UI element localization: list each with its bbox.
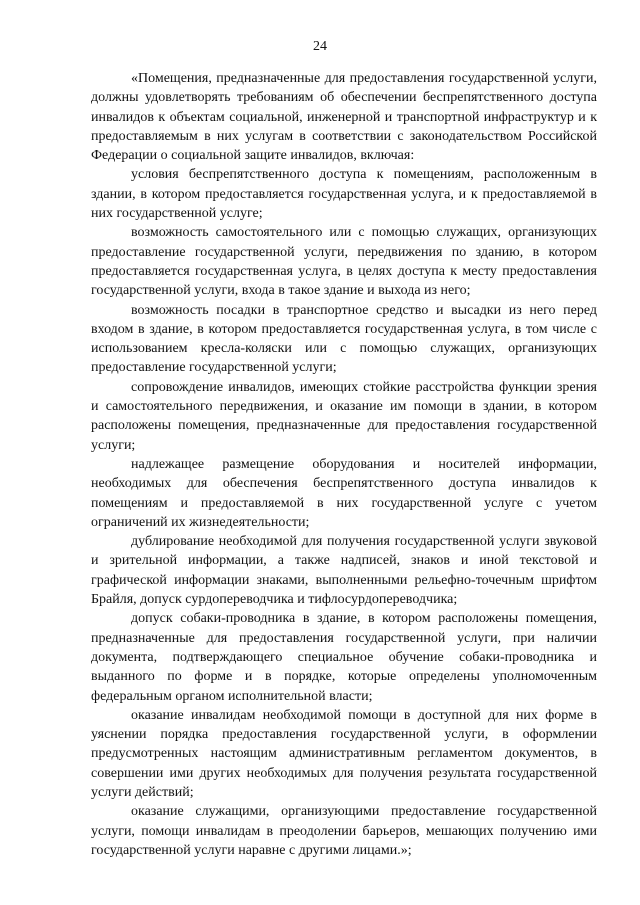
page-number: 24 xyxy=(313,39,327,54)
paragraph-guide-dog-access: допуск собаки-проводника в здание, в котором расположены помещения, предназначенные для предоставления государственной услуги, при наличии документа, подтверждающего специальное обучение собаки-проводника и выданного по форме и в порядке, которые определены уполномоченным федеральным органом исполнительной власти; xyxy=(91,611,597,704)
paragraph-access-conditions: условия беспрепятственного доступа к помещениям, расположенным в здании, в котором предоставляется государственная услуга, и к предоставляемой в них государственной услуге; xyxy=(91,167,597,222)
paragraph-procedure-assistance: оказание инвалидам необходимой помощи в доступной для них форме в уяснении порядка предоставления государственной услуги, в оформлении предусмотренных настоящим административным регламентом документов, в совершении ими других необходимых для получения результата государственной услуги действий; xyxy=(91,707,597,800)
paragraph-information-duplication: дублирование необходимой для получения государственной услуги звуковой и зрительной информации, а также надписей, знаков и иной текстовой и графической информации знаками, выполненными рельефно-точечным шрифтом Брайля, допуск сурдопереводчика и тифлосурдопереводчика; xyxy=(91,534,597,608)
body-text xyxy=(91,69,597,860)
paragraph-equipment-placement: надлежащее размещение оборудования и носителей информации, необходимых для обеспечения беспрепятственного доступа инвалидов к помещениям и предоставляемой в них государственной услуге с учетом ограничений их жизнедеятельности; xyxy=(91,456,597,530)
paragraph-escort-assistance: сопровождение инвалидов, имеющих стойкие расстройства функции зрения и самостоятельного передвижения, и оказание им помощи в здании, в котором расположены помещения, предназначенные для предоставления государственной услуги; xyxy=(91,379,597,453)
paragraph-vehicle-boarding: возможность посадки в транспортное средство и высадки из него перед входом в здание, в котором предоставляется государственная услуга, в том числе с использованием кресла-коляски или с помощью служащих, организующих предоставление государственной услуги; xyxy=(91,302,597,376)
paragraph-premises-requirements: «Помещения, предназначенные для предоставления государственной услуги, должны удовлетворять требованиям об обеспечении беспрепятственного доступа инвалидов к объектам социальной, инженерной и транспортной инфраструктур и к предоставляемым в них услугам в соответствии с законодательством Российской Федерации о социальной защите инвалидов, включая: xyxy=(91,71,597,164)
paragraph-barrier-overcoming: оказание служащими, организующими предоставление государственной услуги, помощи инвалидам в преодолении барьеров, мешающих получению ими государственной услуги наравне с другими лицами.»; xyxy=(91,804,597,858)
paragraph-independent-movement: возможность самостоятельного или с помощью служащих, организующих предоставление государственной услуги, передвижения по зданию, в котором предоставляется государственная услуга, в целях доступа к месту предоставления государственной услуги, входа в такое здание и выхода из него; xyxy=(91,225,597,299)
